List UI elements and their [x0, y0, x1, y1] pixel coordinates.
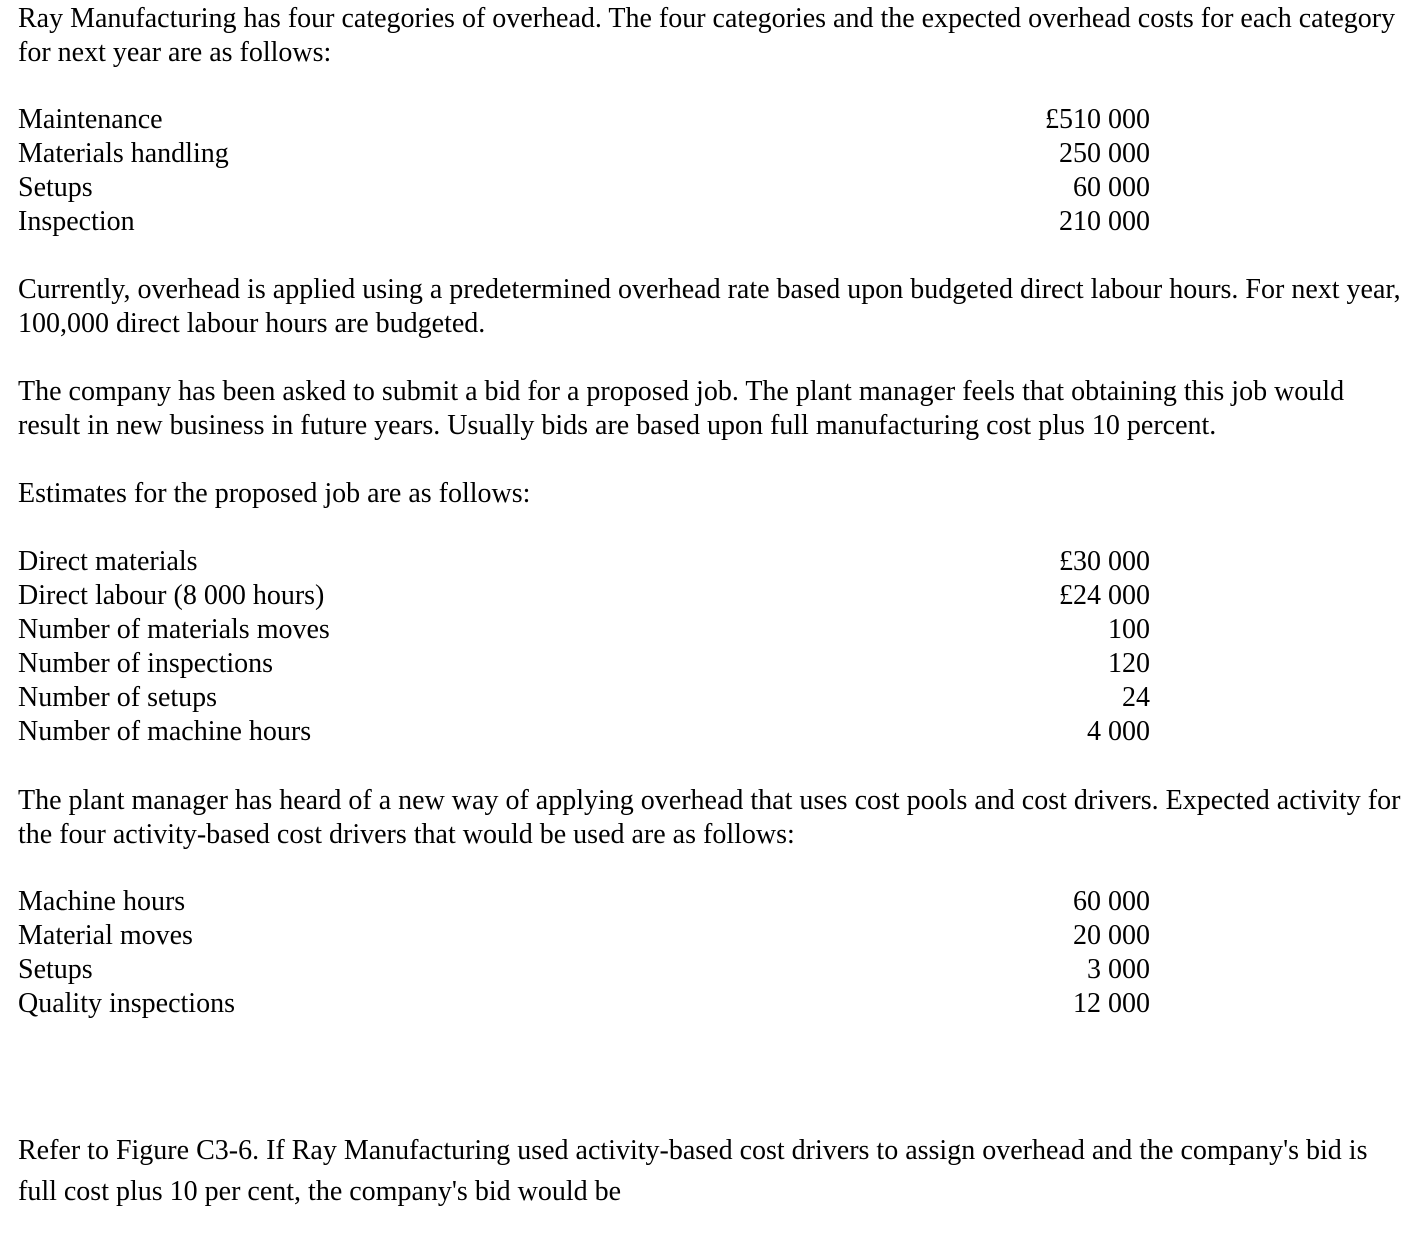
- row-label: Machine hours: [18, 886, 186, 917]
- row-label: Maintenance: [18, 104, 163, 135]
- row-value: 250 000: [1059, 138, 1150, 169]
- row-label: Direct labour (8 000 hours): [18, 580, 325, 611]
- table-row: [18, 987, 1150, 1021]
- row-value: 60 000: [1073, 886, 1150, 917]
- row-label: Setups: [18, 954, 93, 985]
- table-row: [18, 919, 1150, 953]
- row-value: 12 000: [1073, 988, 1150, 1019]
- job-estimates-table: [18, 545, 1150, 749]
- row-value: 100: [1108, 614, 1150, 645]
- intro-paragraph: Ray Manufacturing has four categories of overhead. The four categories and the expected overhead costs for each category for next year are as follows:: [18, 3, 1396, 68]
- estimates-heading: Estimates for the proposed job are as follows:: [18, 478, 531, 509]
- row-value: 60 000: [1073, 172, 1150, 203]
- table-row: [18, 103, 1150, 137]
- table-row: [18, 885, 1150, 919]
- row-label: Number of materials moves: [18, 614, 330, 645]
- table-row: [18, 953, 1150, 987]
- row-label: Number of inspections: [18, 648, 274, 679]
- row-value: £510 000: [1045, 104, 1150, 135]
- table-row: [18, 137, 1150, 171]
- cost-drivers-table: [18, 885, 1150, 1021]
- table-row: [18, 171, 1150, 205]
- overhead-categories-table: [18, 103, 1150, 239]
- row-value: 3 000: [1087, 954, 1150, 985]
- table-row: [18, 715, 1150, 749]
- row-value: 4 000: [1087, 716, 1150, 747]
- table-row: [18, 613, 1150, 647]
- row-label: Material moves: [18, 920, 193, 951]
- row-value: 210 000: [1059, 206, 1150, 237]
- row-label: Setups: [18, 172, 93, 203]
- current-method-paragraph: Currently, overhead is applied using a predetermined overhead rate based upon budgeted direct labour hours. For next year, 100,000 direct labour hours are budgeted.: [18, 274, 1401, 339]
- abc-paragraph: The plant manager has heard of a new way of applying overhead that uses cost pools and cost drivers. Expected activity for the four activity-based cost drivers that would be used are as follows:: [18, 785, 1401, 850]
- table-row: [18, 647, 1150, 681]
- row-value: 24: [1122, 682, 1150, 713]
- row-label: Inspection: [18, 206, 135, 237]
- row-label: Number of setups: [18, 682, 218, 713]
- row-label: Quality inspections: [18, 988, 235, 1019]
- row-value: £30 000: [1059, 546, 1150, 577]
- table-row: [18, 205, 1150, 239]
- row-label: Direct materials: [18, 546, 198, 577]
- row-value: 20 000: [1073, 920, 1150, 951]
- question-text: Refer to Figure C3-6. If Ray Manufacturing used activity-based cost drivers to assign overhead and the company's bid is full cost plus 10 per cent, the company's bid would be: [18, 1135, 1368, 1207]
- table-row: [18, 545, 1150, 579]
- row-value: £24 000: [1059, 580, 1150, 611]
- row-label: Number of machine hours: [18, 716, 312, 747]
- row-label: Materials handling: [18, 138, 229, 169]
- bid-paragraph: The company has been asked to submit a bid for a proposed job. The plant manager feels that obtaining this job would result in new business in future years. Usually bids are based upon full manufacturing cost plus 10 percent.: [18, 376, 1345, 441]
- row-value: 120: [1108, 648, 1150, 679]
- table-row: [18, 579, 1150, 613]
- table-row: [18, 681, 1150, 715]
